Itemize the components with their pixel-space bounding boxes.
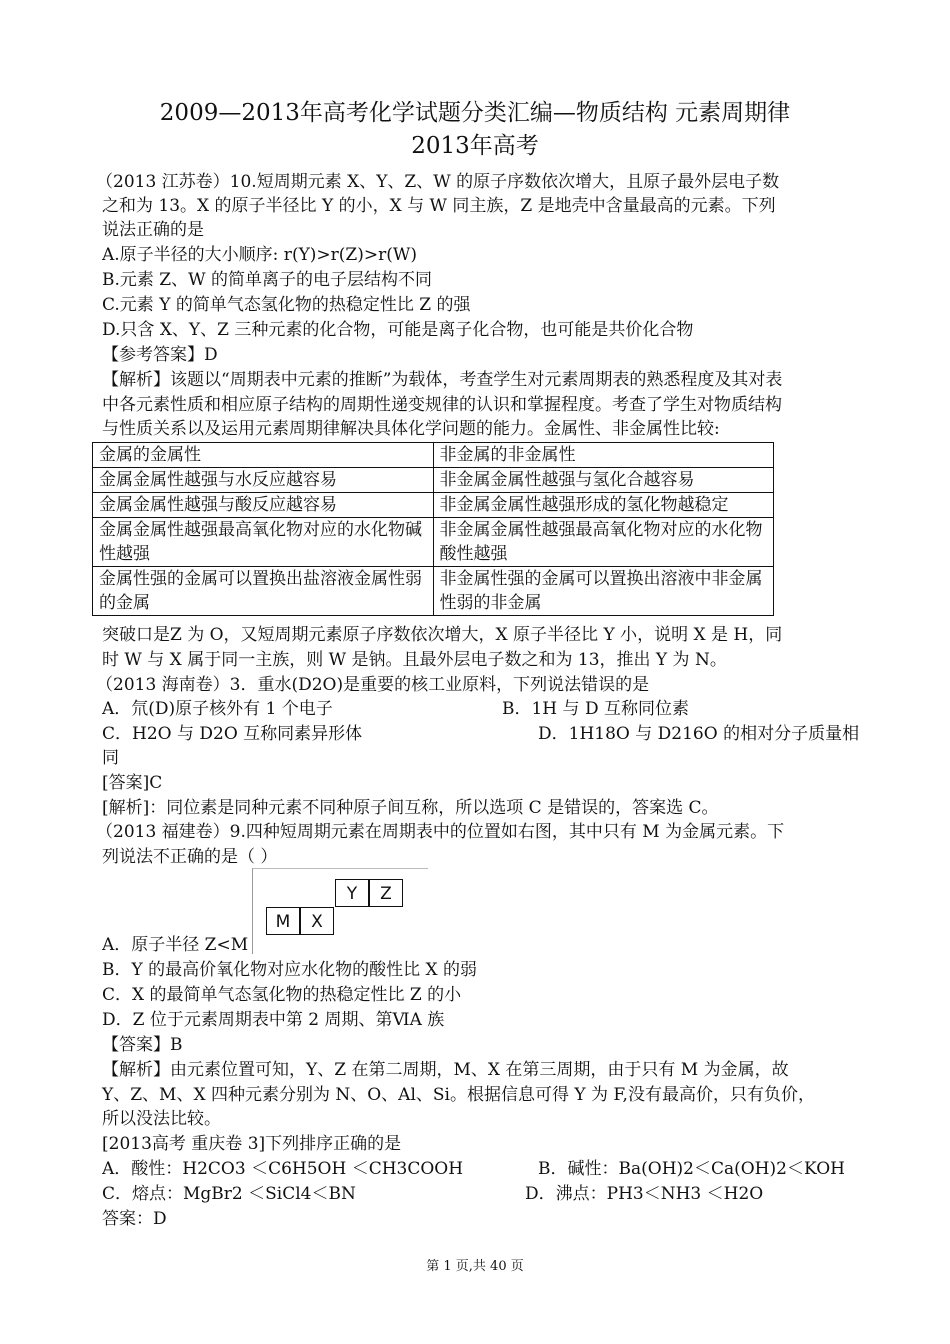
q3-answer: 【答案】B xyxy=(102,1035,183,1055)
q4-option-c: C．熔点：MgBr2 ＜SiCl4＜BN xyxy=(102,1184,356,1204)
table-cell: 金属金属性越强与水反应越容易 xyxy=(93,468,434,493)
table-row xyxy=(93,493,774,518)
q2-option-d: D．1H18O 与 D216O 的相对分子质量相 xyxy=(538,724,860,744)
table-cell: 非金属性强的金属可以置换出溶液中非金属性弱的非金属 xyxy=(433,567,774,616)
q1-option-a: A.原子半径的大小顺序: r(Y)>r(Z)>r(W) xyxy=(102,245,417,265)
table-row xyxy=(93,518,774,567)
q1-stem-2: 之和为 13。X 的原子半径比 Y 的小，X 与 W 同主族，Z 是地壳中含量最高的元素。下列 xyxy=(102,196,776,216)
element-cell-y: Y xyxy=(335,879,369,907)
table-row xyxy=(93,468,774,493)
q1-analysis-1: 【解析】该题以“周期表中元素的推断”为载体，考查学生对元素周期表的熟悉程度及其对表 xyxy=(102,370,783,390)
table-cell: 非金属金属性越强形成的氢化物越稳定 xyxy=(433,493,774,518)
table-cell: 金属金属性越强与酸反应越容易 xyxy=(93,493,434,518)
q1-analysis-3: 与性质关系以及运用元素周期律解决具体化学问题的能力。金属性、非金属性比较: xyxy=(102,419,720,439)
title-line-1: 2009—2013年高考化学试题分类汇编—物质结构 元素周期律 xyxy=(159,100,791,126)
table-cell: 金属的金属性 xyxy=(93,443,434,468)
q3-option-a: A．原子半径 Z<M xyxy=(102,935,249,955)
q3-option-c: C．X 的最简单气态氢化物的热稳定性比 Z 的小 xyxy=(102,985,462,1005)
q2-option-a: A．氘(D)原子核外有 1 个电子 xyxy=(102,699,333,719)
q3-option-d: D．Z 位于元素周期表中第 2 周期、第ⅥA 族 xyxy=(102,1010,445,1030)
q1-analysis-2: 中各元素性质和相应原子结构的周期性递变规律的认识和掌握程度。考查了学生对物质结构 xyxy=(102,395,782,415)
q1-option-b: B.元素 Z、W 的简单离子的电子层结构不同 xyxy=(102,270,432,290)
element-cell-z: Z xyxy=(369,879,403,907)
table-cell: 非金属的非金属性 xyxy=(433,443,774,468)
q3-option-b: B．Y 的最高价氧化物对应水化物的酸性比 X 的弱 xyxy=(102,960,478,980)
q2-option-b: B．1H 与 D 互称同位素 xyxy=(502,699,689,719)
table-cell: 非金属金属性越强与氢化合越容易 xyxy=(433,468,774,493)
q3-analysis-1: 【解析】由元素位置可知，Y、Z 在第二周期，M、X 在第三周期，由于只有 M 为金属，故 xyxy=(102,1060,789,1080)
q3-stem-1: （2013 福建卷）9.四种短周期元素在周期表中的位置如右图，其中只有 M 为金属元素。下 xyxy=(96,822,785,842)
element-cell-x: X xyxy=(300,907,334,935)
table-cell: 金属金属性越强最高氧化物对应的水化物碱性越强 xyxy=(93,518,434,567)
table-row xyxy=(93,443,774,468)
table-cell: 金属性强的金属可以置换出盐溶液金属性弱的金属 xyxy=(93,567,434,616)
q2-stem: （2013 海南卷）3．重水(D2O)是重要的核工业原料，下列说法错误的是 xyxy=(96,675,650,695)
q1-stem-1: （2013 江苏卷）10.短周期元素 X、Y、Z、W 的原子序数依次增大，且原子最外层电子数 xyxy=(96,172,780,192)
q4-option-d: D．沸点：PH3＜NH3 ＜H2O xyxy=(525,1184,764,1204)
table-row xyxy=(93,567,774,616)
q2-answer: [答案]C xyxy=(102,773,163,793)
q2-analysis: [解析]：同位素是同种元素不同种原子间互称，所以选项 C 是错误的，答案选 C。 xyxy=(102,798,719,818)
element-cell-m: M xyxy=(266,907,300,935)
q4-stem: [2013高考 重庆卷 3]下列排序正确的是 xyxy=(102,1134,402,1154)
q2-option-c: C．H2O 与 D2O 互称同素异形体 xyxy=(102,724,363,744)
q4-option-a: A．酸性：H2CO3 ＜C6H5OH ＜CH3COOH xyxy=(102,1159,464,1179)
q1-option-c: C.元素 Y 的简单气态氢化物的热稳定性比 Z 的强 xyxy=(102,295,471,315)
table-cell: 非金属金属性越强最高氧化物对应的水化物酸性越强 xyxy=(433,518,774,567)
periodic-position-figure xyxy=(252,868,428,954)
q1-option-d: D.只含 X、Y、Z 三种元素的化合物，可能是离子化合物，也可能是共价化合物 xyxy=(102,320,694,340)
q1-stem-3: 说法正确的是 xyxy=(102,220,204,240)
title-line-2: 2013年高考 xyxy=(411,133,539,159)
comparison-table xyxy=(92,442,774,616)
q1-breakthrough-1: 突破口是Z 为 O，又短周期元素原子序数依次增大，X 原子半径比 Y 小，说明 X 是 H，同 xyxy=(102,625,783,645)
q3-analysis-2: Y、Z、M、X 四种元素分别为 N、O、Al、Si。根据信息可得 Y 为 F,没有最高价，只有负价， xyxy=(102,1085,815,1105)
q4-option-b: B．碱性：Ba(OH)2＜Ca(OH)2＜KOH xyxy=(538,1159,845,1179)
q4-answer: 答案：D xyxy=(102,1209,167,1229)
q2-option-d-cont: 同 xyxy=(102,748,119,768)
q1-answer: 【参考答案】D xyxy=(102,345,218,365)
q1-breakthrough-2: 时 W 与 X 属于同一主族，则 W 是钠。且最外层电子数之和为 13，推出 Y 为 N。 xyxy=(102,650,727,670)
q3-analysis-3: 所以没法比较。 xyxy=(102,1109,221,1129)
page-footer: 第 1 页,共 40 页 xyxy=(426,1259,524,1274)
q3-stem-2: 列说法不正确的是（ ） xyxy=(102,847,278,867)
